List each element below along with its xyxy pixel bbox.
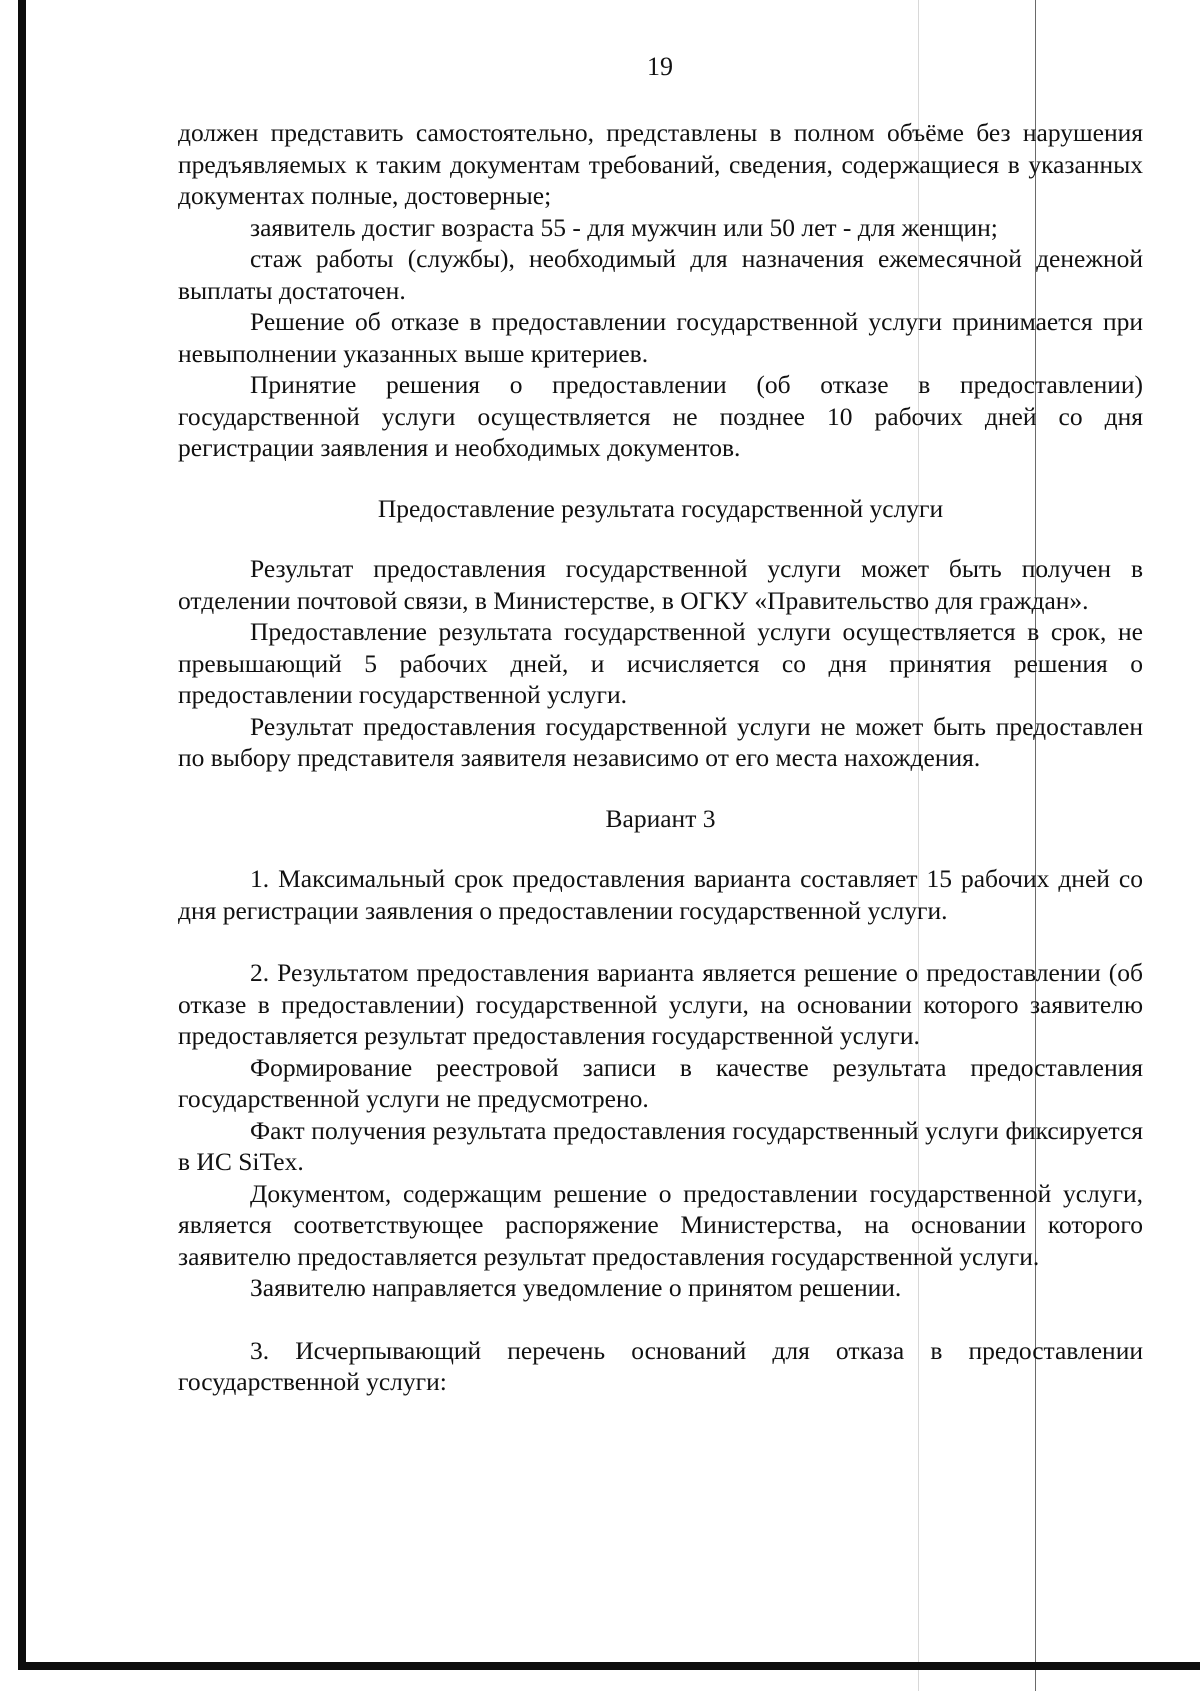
paragraph: Решение об отказе в предоставлении государственной услуги принимается при невыполнении указанных выше критериев. (178, 307, 1143, 368)
paragraph: Предоставление результата государственной услуги осуществляется в срок, не превышающий 5 рабочих дней, и исчисляется со дня принятия решения о предоставлении государственной услуги. (178, 617, 1143, 709)
numbered-paragraph: 1. Максимальный срок предоставления варианта составляет 15 рабочих дней со дня регистрации заявления о предоставлении государственной услуги. (178, 864, 1143, 925)
paragraph: Результат предоставления государственной услуги может быть получен в отделении почтовой связи, в Министерстве, в ОГКУ «Правительство для граждан». (178, 554, 1143, 615)
paragraph: Документом, содержащим решение о предоставлении государственной услуги, является соответствующее распоряжение Министерства, на основании которого заявителю предоставляется результат предоставления государственной услуги. (178, 1178, 1143, 1271)
paragraph: Факт получения результата предоставления государственный услуги фиксируется в ИС SiTex. (178, 1115, 1143, 1176)
page-number: 19 (647, 52, 673, 81)
scan-artifact-left-border (18, 0, 26, 1670)
document-body (178, 117, 1143, 1398)
paragraph: стаж работы (службы), необходимый для назначения ежемесячной денежной выплаты достаточен. (178, 244, 1143, 305)
paragraph: заявитель достиг возраста 55 - для мужчин или 50 лет - для женщин; (250, 212, 998, 242)
section-heading: Вариант 3 (605, 803, 716, 833)
numbered-paragraph: 3. Исчерпывающий перечень оснований для отказа в предоставлении государственной услуги: (178, 1335, 1143, 1396)
scan-artifact-bottom-border (18, 1662, 1200, 1670)
paragraph: Принятие решения о предоставлении (об отказе в предоставлении) государственной услуги осуществляется не позднее 10 рабочих дней со дня регистрации заявления и необходимых документов. (178, 370, 1143, 462)
paragraph: Заявителю направляется уведомление о принятом решении. (250, 1273, 902, 1302)
numbered-paragraph: 2. Результатом предоставления варианта является решение о предоставлении (об отказе в предоставлении) государственной услуги, на основании которого заявителю предоставляется результат предоставления государственной услуги. (178, 958, 1143, 1050)
paragraph: Формирование реестровой записи в качестве результата предоставления государственной услуги не предусмотрено. (178, 1052, 1143, 1113)
paragraph: должен представить самостоятельно, представлены в полном объёме без нарушения предъявляемых к таким документам требований, сведения, содержащиеся в указанных документах полные, достоверные; (178, 118, 1143, 210)
section-heading: Предоставление результата государственной услуги (377, 493, 944, 523)
paragraph: Результат предоставления государственной услуги не может быть предоставлен по выбору представителя заявителя независимо от его места нахождения. (178, 711, 1143, 772)
